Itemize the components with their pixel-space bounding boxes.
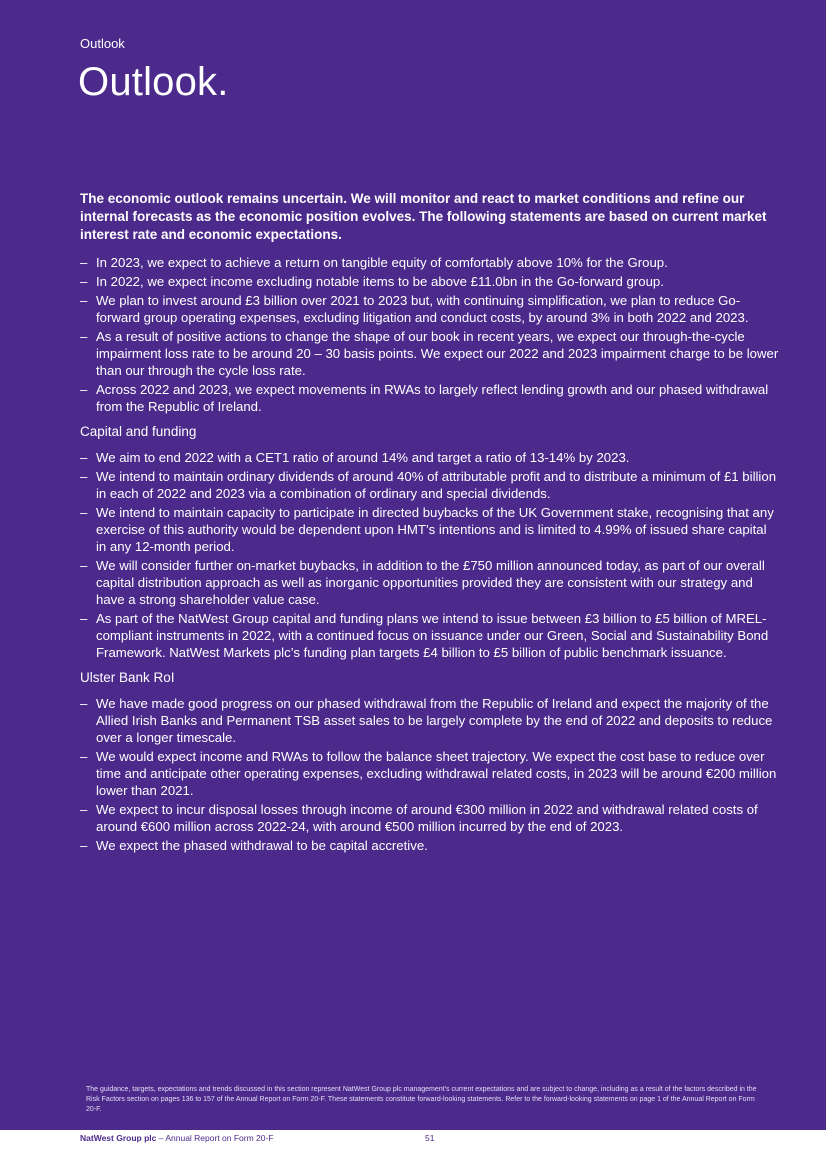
list-item-text: We expect the phased withdrawal to be capital accretive. bbox=[96, 838, 428, 853]
footer-brand: NatWest Group plc bbox=[80, 1133, 157, 1143]
dash-marker: – bbox=[80, 293, 88, 308]
list-item-text: We plan to invest around £3 billion over 2021 to 2023 but, with continuing simplification, we plan to reduce Go-forward group operating expenses, excluding litigation and conduct costs, by around 3% in both 2022 and 2023. bbox=[96, 293, 749, 325]
list-item bbox=[80, 254, 780, 271]
capital-funding-list bbox=[80, 449, 780, 661]
dash-marker: – bbox=[80, 611, 88, 626]
list-item bbox=[80, 801, 780, 835]
list-item bbox=[80, 695, 780, 746]
ulster-bank-list bbox=[80, 695, 780, 854]
dash-marker: – bbox=[80, 469, 88, 484]
dash-marker: – bbox=[80, 802, 88, 817]
dash-marker: – bbox=[80, 329, 88, 344]
dash-marker: – bbox=[80, 382, 88, 397]
list-item-text: We have made good progress on our phased withdrawal from the Republic of Ireland and expect the majority of the Allied Irish Banks and Permanent TSB asset sales to be largely complete by the end of 2022 and deposits to reduce over a longer timescale. bbox=[96, 696, 773, 745]
list-item-text: As a result of positive actions to change the shape of our book in recent years, we expect our through-the-cycle impairment loss rate to be around 20 – 30 basis points. We expect our 2022 and 2023 impairment charge to be lower than our through the cycle loss rate. bbox=[96, 329, 779, 378]
list-item-text: In 2023, we expect to achieve a return on tangible equity of comfortably above 10% for the Group. bbox=[96, 255, 668, 270]
list-item bbox=[80, 449, 780, 466]
list-item-text: In 2022, we expect income excluding notable items to be above £11.0bn in the Go-forward group. bbox=[96, 274, 664, 289]
dash-marker: – bbox=[80, 838, 88, 853]
dash-marker: – bbox=[80, 696, 88, 711]
list-item bbox=[80, 292, 780, 326]
dash-marker: – bbox=[80, 255, 88, 270]
list-item bbox=[80, 504, 780, 555]
list-item-text: As part of the NatWest Group capital and funding plans we intend to issue between £3 billion to £5 billion of MREL-compliant instruments in 2022, with a continued focus on issuance under our Green, Social and Sustainability Bond Framework. NatWest Markets plc’s funding plan targets £4 billion to £5 billion of public benchmark issuance. bbox=[96, 611, 769, 660]
page-title: Outlook. bbox=[78, 60, 229, 104]
footer bbox=[80, 1132, 274, 1144]
list-item-text: We will consider further on-market buybacks, in addition to the £750 million announced today, as part of our overall capital distribution approach as well as inorganic opportunities provided they are consistent with our strategy and have a strong shareholder value case. bbox=[96, 558, 765, 607]
dash-marker: – bbox=[80, 450, 88, 465]
list-item bbox=[80, 381, 780, 415]
dash-marker: – bbox=[80, 505, 88, 520]
dash-marker: – bbox=[80, 558, 88, 573]
list-item-text: We aim to end 2022 with a CET1 ratio of around 14% and target a ratio of 13-14% by 2023. bbox=[96, 450, 630, 465]
footer-report-title: Annual Report on Form 20-F bbox=[165, 1133, 274, 1143]
list-item bbox=[80, 837, 780, 854]
general-outlook-list bbox=[80, 254, 780, 415]
content bbox=[80, 190, 780, 862]
list-item-text: We intend to maintain capacity to participate in directed buybacks of the UK Government stake, recognising that any exercise of this authority would be dependent upon HMT’s intentions and is limited to 4.99% of issued share capital in any 12-month period. bbox=[96, 505, 774, 554]
list-item-text: Across 2022 and 2023, we expect movements in RWAs to largely reflect lending growth and our phased withdrawal from the Republic of Ireland. bbox=[96, 382, 769, 414]
list-item-text: We would expect income and RWAs to follow the balance sheet trajectory. We expect the cost base to reduce over time and anticipate other operating expenses, excluding withdrawal related costs, in 2023 will be around €200 million lower than 2021. bbox=[96, 749, 777, 798]
ulster-bank-heading: Ulster Bank RoI bbox=[80, 670, 175, 685]
list-item-text: We expect to incur disposal losses through income of around €300 million in 2022 and withdrawal related costs of around €600 million across 2022-24, with around €500 million incurred by the end of 2023. bbox=[96, 802, 758, 834]
list-item-text: We intend to maintain ordinary dividends of around 40% of attributable profit and to distribute a minimum of £1 billion in each of 2022 and 2023 via a combination of ordinary and special dividends. bbox=[96, 469, 777, 501]
section-label: Outlook bbox=[80, 36, 125, 51]
intro-paragraph: The economic outlook remains uncertain. We will monitor and react to market conditions and refine our internal forecasts as the economic position evolves. The following statements are based on current market interest rate and economic expectations. bbox=[80, 191, 767, 242]
footer-separator: – bbox=[156, 1133, 166, 1143]
list-item bbox=[80, 273, 780, 290]
list-item bbox=[80, 328, 780, 379]
dash-marker: – bbox=[80, 274, 88, 289]
list-item bbox=[80, 748, 780, 799]
disclaimer: The guidance, targets, expectations and trends discussed in this section represent NatWest Group plc management’s current expectations and are subject to change, including as a result of the factors described in the Risk Factors section on pages 136 to 157 of the Annual Report on Form 20-F. These statements constitute forward-looking statements. Refer to the forward-looking statements on page 1 of the Annual Report on Form 20-F. bbox=[86, 1086, 757, 1113]
list-item bbox=[80, 610, 780, 661]
list-item bbox=[80, 557, 780, 608]
dash-marker: – bbox=[80, 749, 88, 764]
page-number: 51 bbox=[425, 1133, 435, 1143]
list-item bbox=[80, 468, 780, 502]
capital-funding-heading: Capital and funding bbox=[80, 424, 197, 439]
